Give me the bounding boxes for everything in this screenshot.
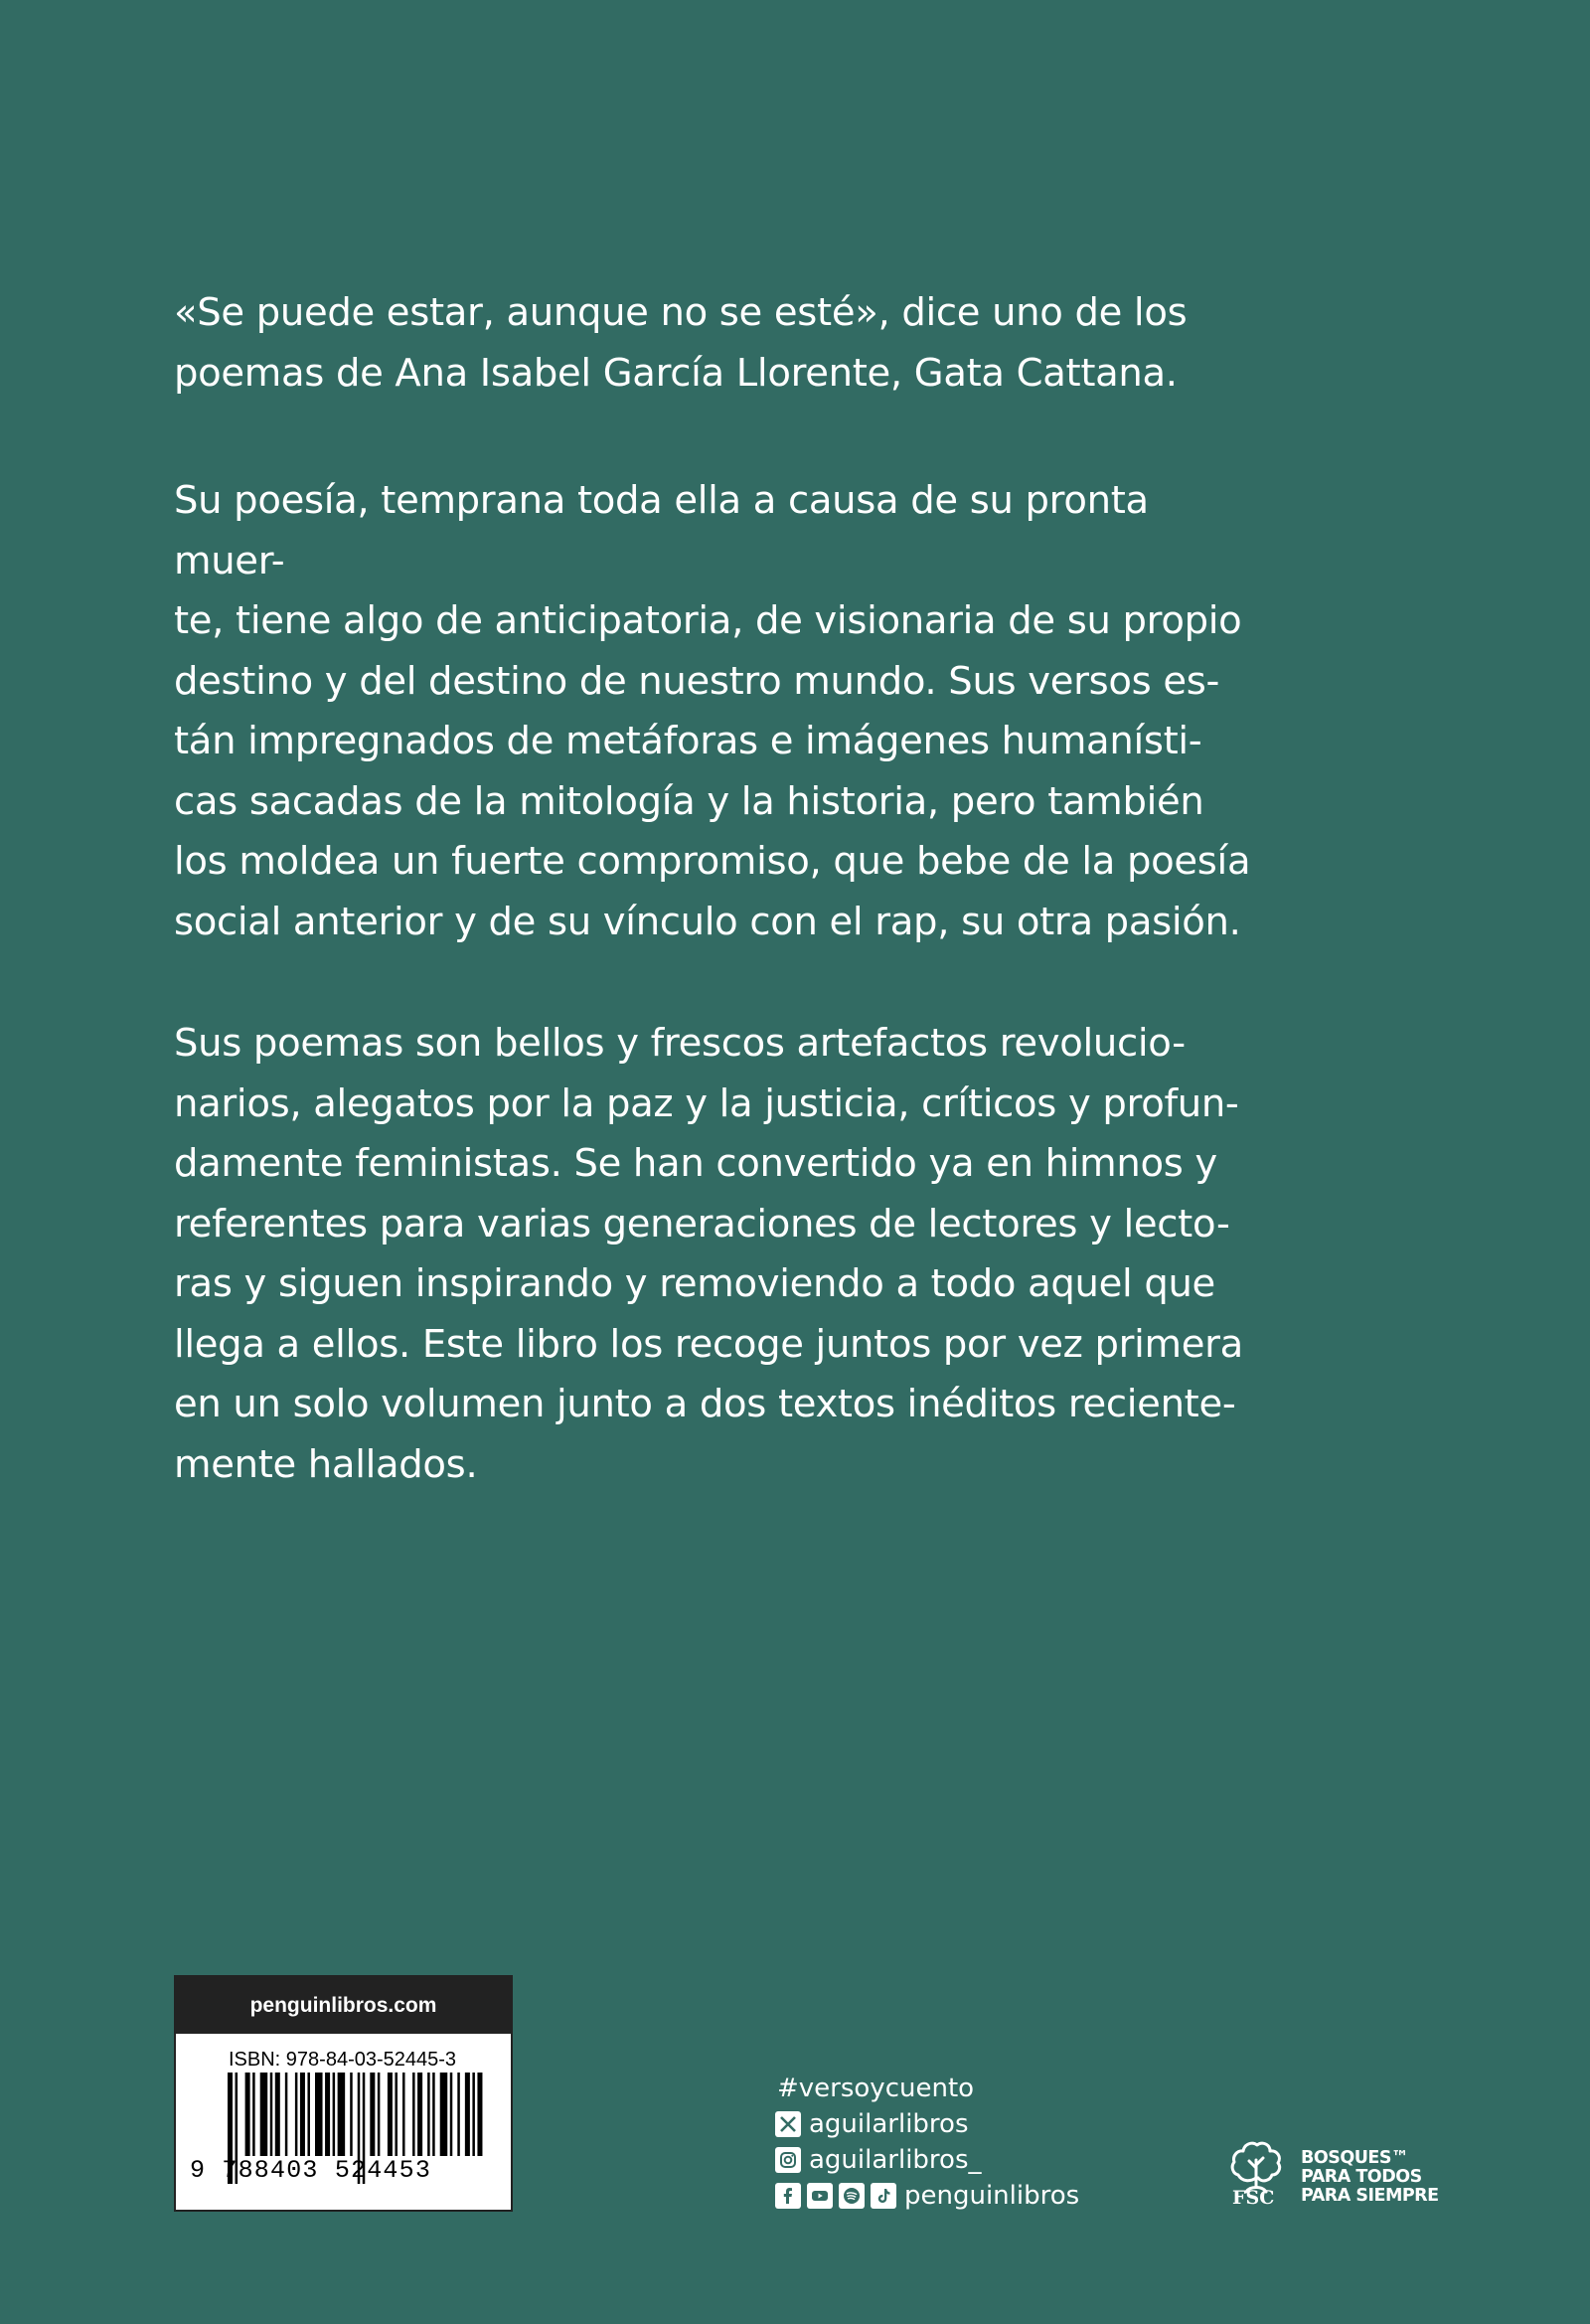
hashtag-row xyxy=(775,2071,1079,2106)
fsc-slogan-line-1: BOSQUES™ xyxy=(1301,2148,1408,2168)
x-row[interactable] xyxy=(775,2106,1079,2142)
barcode-box xyxy=(174,1975,513,2212)
back-cover-blurb xyxy=(174,283,1267,1495)
blurb-paragraph-1: «Se puede estar, aunque no se esté», dice uno de los poemas de Ana Isabel García Llorente, Gata Cattana. xyxy=(174,290,1188,396)
instagram-icon xyxy=(775,2147,801,2173)
social-links xyxy=(775,2071,1079,2214)
facebook-icon xyxy=(775,2183,801,2209)
ean-digits: 9 788403 524453 xyxy=(190,2156,432,2185)
x-handle: aguilarlibros xyxy=(809,2109,969,2139)
blurb-paragraph-2: Su poesía, temprana toda ella a causa de su pronta muer- te, tiene algo de anticipatoria, de visionaria de su propio destino y del destino de nuestro mundo. Sus versos es- tán impregnados de metáforas e imágenes humanísti- cas sacadas de la mitología y la historia, pero también los moldea un fuerte compromiso, que bebe de la poesía social anterior y de su vínculo con el rap, su otra pasión. xyxy=(174,478,1251,944)
fsc-slogan-line-2: PARA TODOS xyxy=(1301,2167,1422,2187)
blurb-paragraph-3: Sus poemas son bellos y frescos artefactos revolucio- narios, alegatos por la paz y la justicia, críticos y profun- damente feministas. Se han convertido ya en himnos y referentes para varias generaciones de lectores y lecto- ras y siguen inspirando y removiendo a todo aquel que llega a ellos. Este libro los recoge juntos por vez primera en un solo volumen junto a dos textos inéditos reciente- mente hallados. xyxy=(174,1021,1243,1487)
fsc-slogan xyxy=(1301,2149,1439,2206)
isbn-label: ISBN: 978-84-03-52445-3 xyxy=(229,2049,457,2071)
spotify-icon xyxy=(839,2183,865,2209)
publisher-website: penguinlibros.com xyxy=(176,1977,511,2034)
hashtag: #versoycuento xyxy=(777,2074,975,2103)
multi-network-row[interactable] xyxy=(775,2178,1079,2214)
penguin-handle: penguinlibros xyxy=(904,2181,1080,2211)
fsc-slogan-line-3: PARA SIEMPRE xyxy=(1301,2186,1439,2206)
youtube-icon xyxy=(807,2183,833,2209)
tiktok-icon xyxy=(871,2183,896,2209)
fsc-label: FSC xyxy=(1232,2187,1275,2209)
instagram-handle: aguilarlibros_ xyxy=(809,2145,982,2175)
instagram-row[interactable] xyxy=(775,2142,1079,2178)
x-icon xyxy=(775,2111,801,2137)
